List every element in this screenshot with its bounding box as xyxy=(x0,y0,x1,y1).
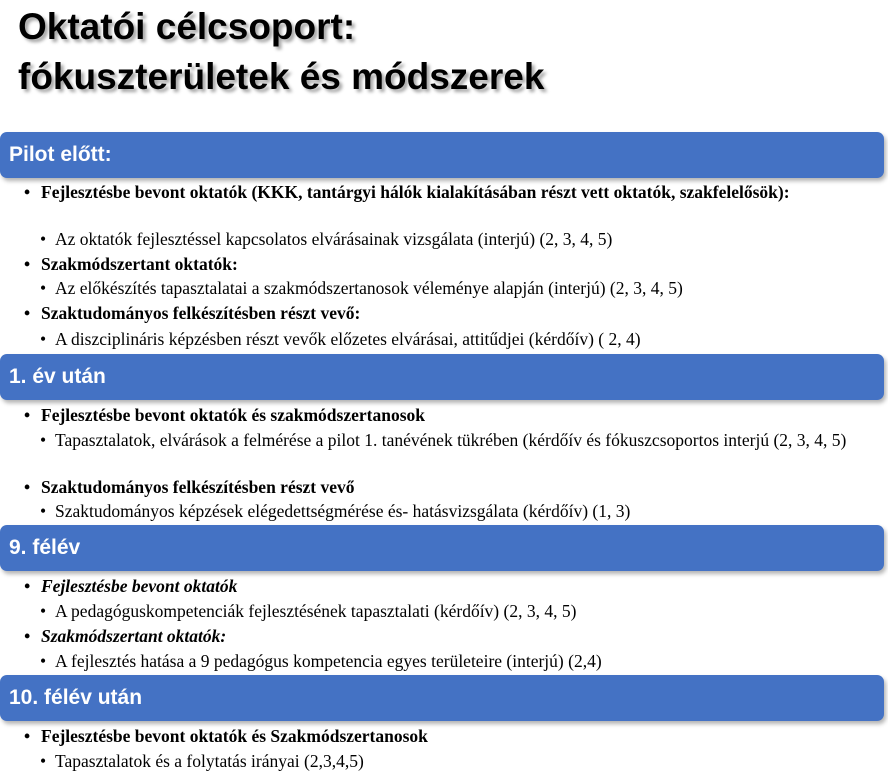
level2-bullet xyxy=(40,277,860,299)
bullet-glyph: • xyxy=(24,626,31,646)
level2-text: Az oktatók fejlesztéssel kapcsolatos elvárásainak vizsgálata (interjú) (2, 3, 4, 5) xyxy=(55,229,613,249)
bullet-glyph: • xyxy=(24,726,31,746)
bullet-glyph: • xyxy=(24,477,31,497)
level1-text: Szaktudományos felkészítésben részt vevő xyxy=(41,477,355,497)
level1-text: Szaktudományos felkészítésben részt vevő: xyxy=(41,303,361,323)
level1-text: Szakmódszertant oktatók: xyxy=(41,254,238,274)
bullet-glyph: • xyxy=(24,405,31,425)
level1-text: Fejlesztésbe bevont oktatók és szakmódszertanosok xyxy=(41,405,425,425)
page-title xyxy=(18,2,878,102)
bullet-glyph: • xyxy=(40,329,47,349)
bullet-glyph: • xyxy=(24,254,31,274)
level2-bullet xyxy=(40,228,860,250)
level2-bullet xyxy=(40,600,860,622)
section-header-10-felev-utan: 10. félév után xyxy=(0,675,884,721)
level1-bullet xyxy=(24,476,844,498)
level2-text: A pedagóguskompetenciák fejlesztésének tapasztalati (kérdőív) (2, 3, 4, 5) xyxy=(55,601,577,621)
page-title-line-2: fókuszterületek és módszerek xyxy=(18,56,545,97)
level1-bullet xyxy=(24,181,844,203)
section-header-pilot-elott: Pilot előtt: xyxy=(0,132,884,178)
level2-text: Szaktudományos képzések elégedettségmérése és- hatásvizsgálata (kérdőív) (1, 3) xyxy=(55,501,631,521)
page-title-line-1: Oktatói célcsoport: xyxy=(18,6,356,47)
level1-bullet xyxy=(24,253,844,275)
level2-text: A diszciplináris képzésben részt vevők előzetes elvárásai, attitűdjei (kérdőív) ( 2, 4) xyxy=(55,329,641,349)
level2-text: A fejlesztés hatása a 9 pedagógus kompetencia egyes területeire (interjú) (2,4) xyxy=(55,651,602,671)
level1-text: Szakmódszertant oktatók: xyxy=(41,626,227,646)
bullet-glyph: • xyxy=(24,182,31,202)
level1-text: Fejlesztésbe bevont oktatók és Szakmódszertanosok xyxy=(41,726,428,746)
bullet-glyph: • xyxy=(40,430,47,450)
level1-bullet xyxy=(24,575,844,597)
section-header-9-felev: 9. félév xyxy=(0,525,884,571)
bullet-glyph: • xyxy=(24,303,31,323)
level2-bullet xyxy=(40,328,860,350)
level1-bullet xyxy=(24,404,844,426)
bullet-glyph: • xyxy=(24,576,31,596)
bullet-glyph: • xyxy=(40,651,47,671)
level2-bullet xyxy=(40,429,860,451)
section-header-1-ev-utan: 1. év után xyxy=(0,354,884,400)
bullet-glyph: • xyxy=(40,601,47,621)
level1-bullet xyxy=(24,302,844,324)
level2-bullet xyxy=(40,500,860,522)
level1-text: Fejlesztésbe bevont oktatók (KKK, tantárgyi hálók kialakításában részt vett oktatók, szakfelelősök): xyxy=(41,182,790,202)
bullet-glyph: • xyxy=(40,501,47,521)
level1-text: Fejlesztésbe bevont oktatók xyxy=(41,576,238,596)
level2-text: Tapasztalatok, elvárások a felmérése a pilot 1. tanévének tükrében (kérdőív és fókuszcsoportos interjú (2, 3, 4, 5) xyxy=(55,430,847,450)
level1-bullet xyxy=(24,625,844,647)
level2-bullet xyxy=(40,750,860,772)
level2-text: Tapasztalatok és a folytatás irányai (2,3,4,5) xyxy=(55,751,364,771)
level1-bullet xyxy=(24,725,844,747)
bullet-glyph: • xyxy=(40,751,47,771)
level2-text: Az előkészítés tapasztalatai a szakmódszertanosok véleménye alapján (interjú) (2, 3, 4, 5) xyxy=(55,278,683,298)
level2-bullet xyxy=(40,650,860,672)
bullet-glyph: • xyxy=(40,278,47,298)
bullet-glyph: • xyxy=(40,229,47,249)
